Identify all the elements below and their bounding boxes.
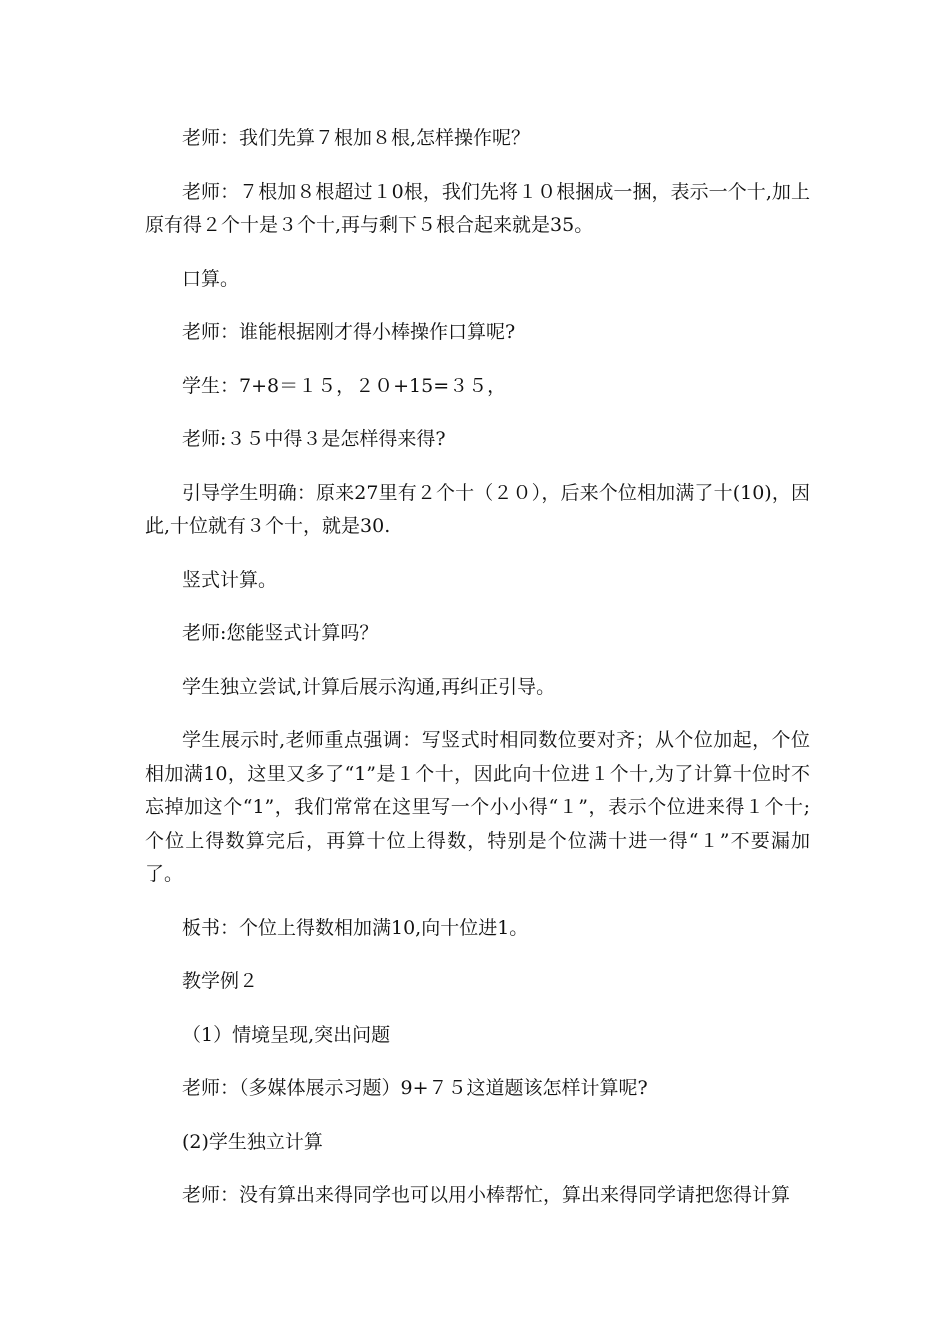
paragraph-16: (2)学生独立计算 [182, 1130, 323, 1153]
document-body [145, 122, 810, 1213]
paragraph-11: 学生展示时,老师重点强调：写竖式时相同数位要对齐；从个位加起，个位相加满10，这里又多了“1”是１个十，因此向十位进１个十,为了计算十位时不忘掉加这个“1”，我们常常在这里写一个小小得“１”，表示个位进来得１个十;个位上得数算完后，再算十位上得数，特别是个位满十进一得“１”不要漏加了。 [145, 729, 810, 885]
paragraph-15: 老师：（多媒体展示习题）9+７５这道题该怎样计算呢? [182, 1077, 648, 1099]
paragraph-14: （1）情境呈现,突出问题 [182, 1023, 391, 1046]
paragraph-5: 学生：7+8＝１５，２０+15=３５， [182, 374, 507, 397]
paragraph-4: 老师：谁能根据刚才得小棒操作口算呢? [182, 321, 516, 343]
paragraph-3: 口算。 [182, 267, 240, 290]
paragraph-6: 老师:３５中得３是怎样得来得? [182, 428, 446, 450]
paragraph-1: 老师：我们先算７根加８根,怎样操作呢？ [182, 127, 531, 149]
paragraph-17: 老师：没有算出来得同学也可以用小棒帮忙，算出来得同学请把您得计算 [182, 1184, 791, 1206]
paragraph-10: 学生独立尝试,计算后展示沟通,再纠正引导。 [182, 675, 556, 698]
paragraph-8: 竖式计算。 [182, 568, 278, 591]
paragraph-2: 老师：７根加８根超过１0根，我们先将１０根捆成一捆，表示一个十,加上原有得２个十是３个十,再与剩下５根合起来就是35。 [145, 180, 810, 236]
paragraph-9: 老师:您能竖式计算吗？ [182, 622, 379, 644]
paragraph-12: 板书：个位上得数相加满10,向十位进1。 [182, 916, 529, 939]
paragraph-7: 引导学生明确：原来27里有２个十（２０），后来个位相加满了十(10)，因此,十位就有３个十，就是30. [145, 481, 810, 537]
paragraph-13: 教学例２ [182, 970, 259, 992]
